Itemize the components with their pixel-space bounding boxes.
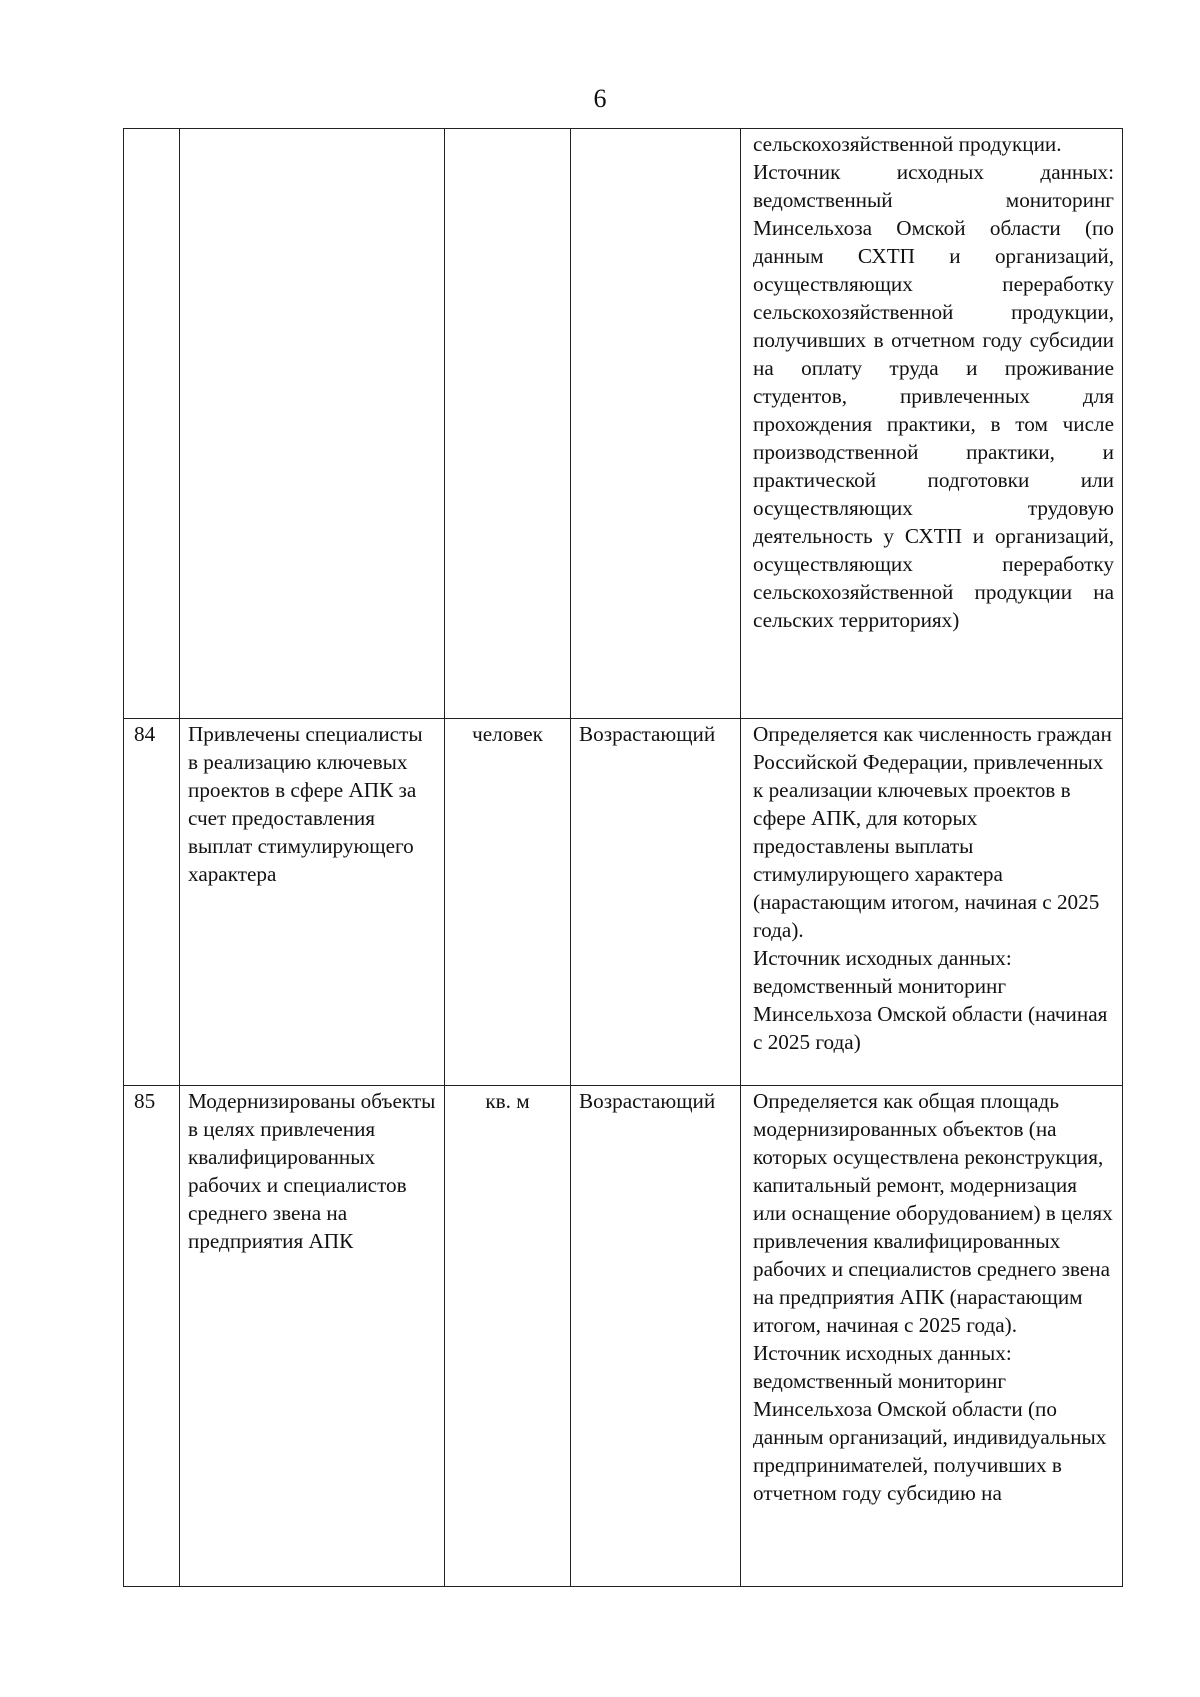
description-cell — [741, 129, 1123, 719]
description-line: Источник исходных данных: ведомственный мониторинг Минсельхоза Омской области (по данным СХТП и организаций, осуществляющих переработку сельскохозяйственной продукции, получивших в отчетном году субсидии на оплату труда и проживание студентов, привлеченных для прохождения практики, в том числе производственной практики, и практической подготовки или осуществляющих трудовую деятельность у СХТП и организаций, осуществляющих переработку сельскохозяйственной продукции на сельских территориях) — [753, 160, 1114, 632]
description-line: сельскохозяйственной продукции. — [753, 132, 1062, 156]
page-number: 6 — [593, 84, 607, 113]
table-row — [124, 1086, 1123, 1587]
direction-cell: Возрастающий — [571, 719, 741, 1086]
description-cell — [741, 1086, 1123, 1587]
row-number-cell — [124, 129, 180, 719]
table-row — [124, 719, 1123, 1086]
direction-cell: Возрастающий — [571, 1086, 741, 1587]
direction-cell — [571, 129, 741, 719]
indicators-table — [123, 128, 1123, 1587]
unit-cell: кв. м — [445, 1086, 571, 1587]
unit-cell — [445, 129, 571, 719]
unit-cell: человек — [445, 719, 571, 1086]
indicator-name-cell: Привлечены специалисты в реализацию ключевых проектов в сфере АПК за счет предоставления выплат стимулирующего характера — [180, 719, 445, 1086]
description-cell — [741, 719, 1123, 1086]
indicator-name-cell — [180, 129, 445, 719]
row-number-cell: 85 — [124, 1086, 180, 1587]
table-row — [124, 129, 1123, 719]
description-line: Источник исходных данных: ведомственный мониторинг Минсельхоза Омской области (начиная с 2025 года) — [753, 946, 1108, 1054]
description-line: Определяется как общая площадь модернизированных объектов (на которых осуществлена реконструкция, капитальный ремонт, модернизация или оснащение оборудованием) в целях привлечения квалифицированных рабочих и специалистов среднего звена на предприятия АПК (нарастающим итогом, начиная с 2025 года). — [753, 1089, 1113, 1337]
description-line: Определяется как численность граждан Российской Федерации, привлеченных к реализации ключевых проектов в сфере АПК, для которых предоставлены выплаты стимулирующего характера (нарастающим итогом, начиная с 2025 года). — [753, 722, 1112, 942]
description-line: Источник исходных данных: ведомственный мониторинг Минсельхоза Омской области (по данным организаций, индивидуальных предпринимателей, получивших в отчетном году субсидию на — [753, 1341, 1107, 1505]
row-number-cell: 84 — [124, 719, 180, 1086]
indicator-name-cell: Модернизированы объекты в целях привлечения квалифицированных рабочих и специалистов среднего звена на предприятия АПК — [180, 1086, 445, 1587]
